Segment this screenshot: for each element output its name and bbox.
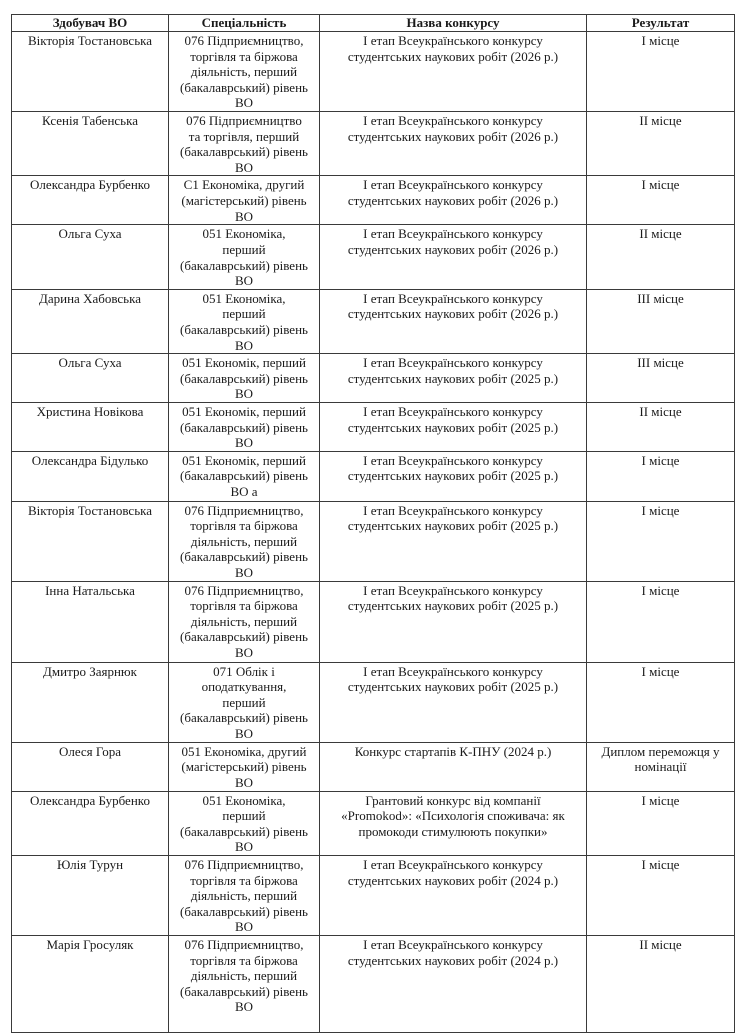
- cell-specialty: [169, 176, 320, 225]
- contest-name: І етап Всеукраїнського конкурсу студентських наукових робіт (2025 р.): [347, 663, 559, 695]
- cell-result: [587, 112, 735, 176]
- cell-result: [587, 289, 735, 353]
- table-row: [12, 112, 735, 176]
- cell-result: [587, 856, 735, 936]
- cell-specialty: [169, 936, 320, 1033]
- table-row: [12, 936, 735, 1033]
- cell-result: [587, 176, 735, 225]
- contest-name: І етап Всеукраїнського конкурсу студентських наукових робіт (2025 р.): [347, 403, 559, 435]
- cell-result: [587, 225, 735, 289]
- result-text: І місце: [641, 663, 680, 679]
- contest-name: І етап Всеукраїнського конкурсу студентських наукових робіт (2025 р.): [347, 582, 559, 614]
- table-row: [12, 451, 735, 501]
- result-text: І місце: [641, 177, 680, 193]
- cell-contest: [320, 501, 587, 581]
- student-name: Олександра Бідулько: [31, 452, 149, 468]
- result-text: ІІ місце: [639, 113, 682, 128]
- student-name: Інна Натальська: [45, 582, 135, 598]
- specialty-text: 076 Підприємництво, торгівля та біржова діяльність, перший (бакалаврський) рівень ВО: [180, 857, 308, 935]
- cell-specialty: [169, 501, 320, 581]
- cell-student: [12, 501, 169, 581]
- result-text: І місце: [641, 452, 680, 468]
- cell-contest: [320, 176, 587, 225]
- student-name: Вікторія Тостановська: [27, 502, 153, 518]
- cell-contest: [320, 856, 587, 936]
- specialty-text: 051 Економіка, перший (бакалаврський) рівень ВО: [180, 290, 308, 353]
- student-name: Олександра Бурбенко: [30, 792, 150, 808]
- table-row: [12, 354, 735, 403]
- table-row: [12, 289, 735, 353]
- table-row: [12, 856, 735, 936]
- contest-name: І етап Всеукраїнського конкурсу студентських наукових робіт (2025 р.): [347, 452, 559, 484]
- student-name: Олеся Гора: [58, 743, 122, 759]
- cell-specialty: [169, 354, 320, 403]
- result-text: І місце: [641, 857, 680, 873]
- table-header-row: [12, 15, 735, 32]
- result-text: ІІ місце: [639, 937, 682, 953]
- cell-student: [12, 112, 169, 176]
- table-row: [12, 662, 735, 742]
- cell-specialty: [169, 662, 320, 742]
- header-contest: Назва конкурсу: [320, 15, 587, 32]
- cell-student: [12, 581, 169, 662]
- cell-specialty: [169, 112, 320, 176]
- table-row: [12, 791, 735, 855]
- cell-student: [12, 354, 169, 403]
- contest-name: І етап Всеукраїнського конкурсу студентських наукових робіт (2024 р.): [347, 937, 559, 968]
- cell-result: [587, 581, 735, 662]
- result-text: І місце: [641, 582, 680, 598]
- cell-specialty: [169, 856, 320, 936]
- table-row: [12, 742, 735, 791]
- cell-specialty: [169, 225, 320, 289]
- student-name: Ольга Суха: [58, 355, 122, 371]
- cell-student: [12, 936, 169, 1033]
- student-name: Олександра Бурбенко: [30, 177, 150, 193]
- header-result: Результат: [587, 15, 735, 32]
- contest-name: І етап Всеукраїнського конкурсу студентських наукових робіт (2026 р.): [347, 177, 559, 208]
- result-text: ІІ місце: [639, 403, 682, 419]
- cell-contest: [320, 32, 587, 112]
- contest-name: І етап Всеукраїнського конкурсу студентських наукових робіт (2024 р.): [347, 857, 559, 888]
- table-body: [12, 32, 735, 1033]
- result-text: ІІ місце: [639, 226, 682, 242]
- awards-table: [11, 14, 735, 1033]
- specialty-text: 051 Економік, перший (бакалаврський) рівень ВО а: [180, 452, 308, 499]
- specialty-text: С1 Економіка, другий (магістерський) рівень ВО: [181, 177, 307, 224]
- contest-name: Грантовий конкурс від компанії «Promokod»: «Психологія споживача: як промокоди стимулюють покупки»: [341, 792, 565, 839]
- student-name: Вікторія Тостановська: [27, 33, 153, 48]
- cell-student: [12, 662, 169, 742]
- cell-student: [12, 856, 169, 936]
- result-text: ІІІ місце: [637, 355, 684, 371]
- result-text: Диплом переможця у номінації: [601, 743, 720, 775]
- cell-contest: [320, 742, 587, 791]
- cell-result: [587, 354, 735, 403]
- cell-student: [12, 32, 169, 112]
- cell-student: [12, 791, 169, 855]
- table-row: [12, 501, 735, 581]
- cell-specialty: [169, 791, 320, 855]
- specialty-text: 051 Економік, перший (бакалаврський) рівень ВО: [180, 403, 308, 451]
- table-row: [12, 402, 735, 451]
- cell-result: [587, 402, 735, 451]
- student-name: Ксенія Табенська: [42, 113, 138, 128]
- specialty-text: 076 Підприємництво, торгівля та біржова діяльність, перший (бакалаврський) рівень ВО: [180, 33, 308, 111]
- cell-contest: [320, 451, 587, 501]
- result-text: І місце: [641, 502, 680, 518]
- cell-result: [587, 32, 735, 112]
- student-name: Марія Гросуляк: [46, 937, 134, 953]
- cell-student: [12, 402, 169, 451]
- specialty-text: 051 Економік, перший (бакалаврський) рівень ВО: [180, 355, 308, 402]
- contest-name: І етап Всеукраїнського конкурсу студентських наукових робіт (2026 р.): [347, 226, 559, 257]
- contest-name: Конкурс стартапів К-ПНУ (2024 р.): [354, 743, 552, 759]
- cell-student: [12, 225, 169, 289]
- cell-specialty: [169, 451, 320, 501]
- result-text: І місце: [641, 792, 680, 808]
- table-row: [12, 176, 735, 225]
- cell-specialty: [169, 742, 320, 791]
- cell-contest: [320, 402, 587, 451]
- contest-name: І етап Всеукраїнського конкурсу студентських наукових робіт (2026 р.): [347, 290, 559, 322]
- student-name: Дмитро Заярнюк: [43, 663, 137, 679]
- student-name: Юлія Турун: [56, 857, 124, 873]
- cell-contest: [320, 112, 587, 176]
- cell-result: [587, 936, 735, 1033]
- cell-student: [12, 176, 169, 225]
- cell-result: [587, 662, 735, 742]
- cell-specialty: [169, 32, 320, 112]
- table-row: [12, 581, 735, 662]
- contest-name: І етап Всеукраїнського конкурсу студентських наукових робіт (2025 р.): [347, 502, 559, 534]
- result-text: ІІІ місце: [637, 290, 684, 306]
- specialty-text: 076 Підприємництво та торгівля, перший (бакалаврський) рівень ВО: [180, 113, 308, 175]
- cell-result: [587, 501, 735, 581]
- student-name: Христина Новікова: [36, 403, 144, 419]
- specialty-text: 051 Економіка, перший (бакалаврський) рівень ВО: [180, 792, 308, 855]
- cell-contest: [320, 581, 587, 662]
- contest-name: І етап Всеукраїнського конкурсу студентських наукових робіт (2026 р.): [347, 33, 559, 64]
- cell-result: [587, 791, 735, 855]
- cell-contest: [320, 289, 587, 353]
- table-row: [12, 32, 735, 112]
- cell-student: [12, 742, 169, 791]
- cell-student: [12, 451, 169, 501]
- specialty-text: 071 Облік і оподаткування, перший (бакалаврський) рівень ВО: [180, 663, 308, 742]
- specialty-text: 051 Економіка, другий (магістерський) рівень ВО: [181, 743, 307, 790]
- contest-name: І етап Всеукраїнського конкурсу студентських наукових робіт (2026 р.): [347, 113, 559, 144]
- table-row: [12, 225, 735, 289]
- specialty-text: 076 Підприємництво, торгівля та біржова діяльність, перший (бакалаврський) рівень ВО: [180, 937, 308, 1015]
- cell-contest: [320, 662, 587, 742]
- cell-student: [12, 289, 169, 353]
- cell-contest: [320, 354, 587, 403]
- cell-contest: [320, 936, 587, 1033]
- cell-result: [587, 451, 735, 501]
- student-name: Ольга Суха: [58, 226, 122, 242]
- specialty-text: 076 Підприємництво, торгівля та біржова діяльність, перший (бакалаврський) рівень ВО: [180, 582, 308, 661]
- header-student: Здобувач ВО: [12, 15, 169, 32]
- cell-contest: [320, 225, 587, 289]
- specialty-text: 051 Економіка, перший (бакалаврський) рівень ВО: [180, 226, 308, 289]
- cell-specialty: [169, 581, 320, 662]
- specialty-text: 076 Підприємництво, торгівля та біржова діяльність, перший (бакалаврський) рівень ВО: [180, 502, 308, 581]
- contest-name: І етап Всеукраїнського конкурсу студентських наукових робіт (2025 р.): [347, 355, 559, 386]
- student-name: Дарина Хабовська: [39, 290, 141, 306]
- cell-specialty: [169, 289, 320, 353]
- cell-specialty: [169, 402, 320, 451]
- cell-result: [587, 742, 735, 791]
- header-specialty: Спеціальність: [169, 15, 320, 32]
- result-text: І місце: [641, 33, 680, 48]
- cell-contest: [320, 791, 587, 855]
